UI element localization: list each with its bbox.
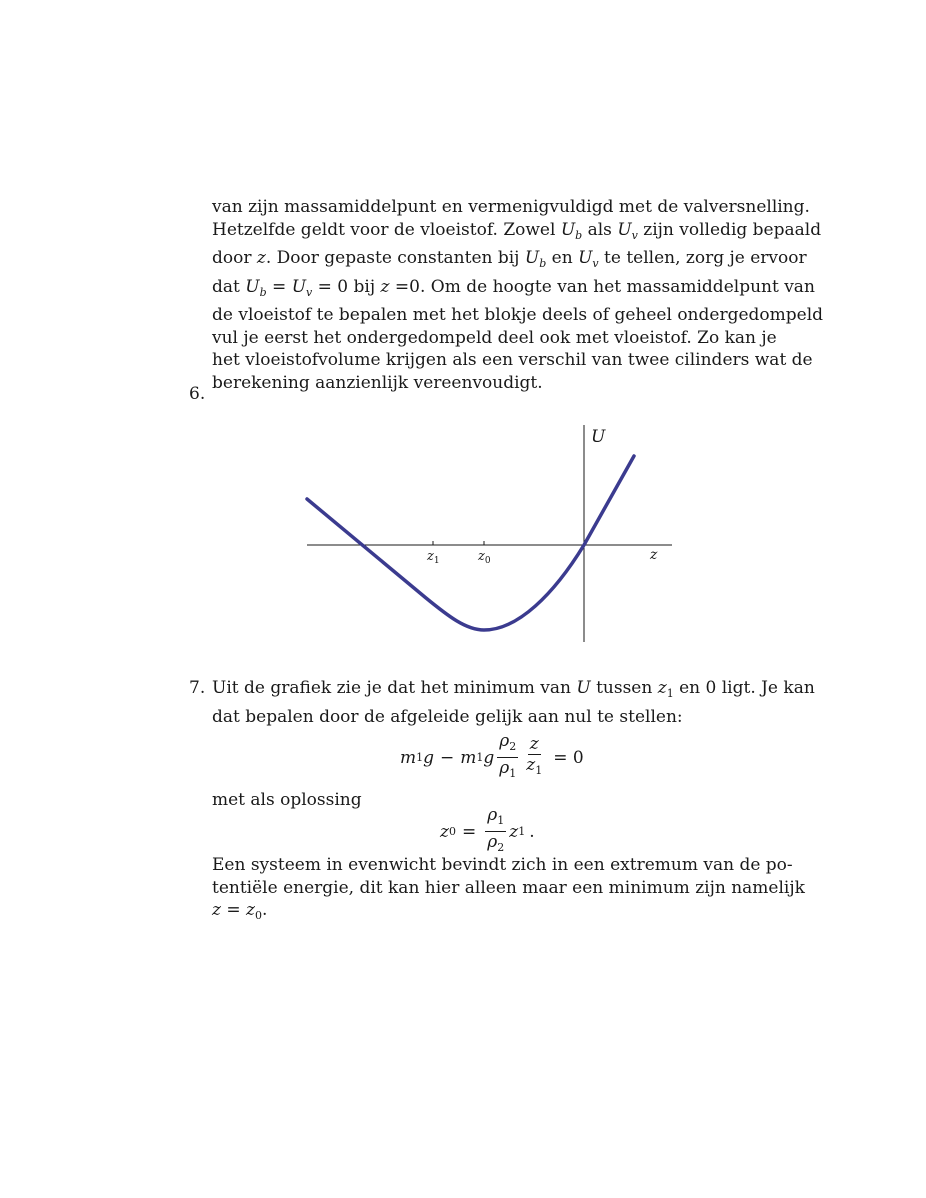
tick-label-z1: $z_1$ <box>427 549 440 566</box>
paragraph-line: berekening aanzienlijk vereenvoudigt. <box>212 372 543 393</box>
z-axis-label: z <box>650 547 658 563</box>
paragraph-line: dat $U_b = U_v = 0$ bij z =0. Om de hoogte van het massamiddelpunt van <box>212 276 815 299</box>
fraction-rho: $\frac{\rho_2}{\rho_1}$ <box>499 731 517 780</box>
solution-label: met als oplossing <box>212 790 362 810</box>
u-axis-label: U <box>591 427 606 447</box>
paragraph-line: de vloeistof te bepalen met het blokje deels of geheel ondergedompeld <box>212 305 824 325</box>
paragraph-line: $z = z_0$. <box>212 900 268 922</box>
potential-energy-graph <box>300 418 680 648</box>
paragraph-line: van zijn massamiddelpunt en vermenigvuldigd met de valversnelling. <box>212 197 810 217</box>
paragraph-line: het vloeistofvolume krijgen als een verschil van twee cilinders wat de <box>212 350 813 370</box>
potential-curve <box>307 456 634 630</box>
paragraph-line: Een systeem in evenwicht bevindt zich in een extremum van de po- <box>212 855 793 875</box>
fraction-rho-inverse: $\frac{\rho_1}{\rho_2}$ <box>487 805 505 854</box>
paragraph-line: Uit de grafiek zie je dat het minimum van U tussen $z_1$ en 0 ligt. Je kan <box>212 678 815 700</box>
item7-intro <box>212 677 815 728</box>
conclusion-paragraph <box>212 854 805 928</box>
paragraph-line: vul je eerst het ondergedompeld deel ook met vloeistof. Zo kan je <box>212 327 777 348</box>
fraction-z: $\frac{z}{z_1}$ <box>526 734 543 777</box>
item-number-7: 7. <box>189 678 206 698</box>
paragraph-line: dat bepalen door de afgeleide gelijk aan nul te stellen: <box>212 706 683 727</box>
derivative-equation: m 1 g − m 1 g $\frac{\rho_2}{\rho_1}$ $\frac{z}{z_1}$ = 0 <box>400 732 590 783</box>
item-number-6: 6. <box>189 384 206 404</box>
paragraph-line: door z. Door gepaste constanten bij $U_b$ en $U_v$ te tellen, zorg je ervoor <box>212 248 807 270</box>
solution-equation: z 0 = $\frac{\rho_1}{\rho_2}$ z 1 . <box>440 806 535 857</box>
paragraph-top <box>212 196 824 394</box>
paragraph-line: Hetzelfde geldt voor de vloeistof. Zowel $U_b$ als $U_v$ zijn volledig bepaald <box>212 219 822 242</box>
tick-label-z0: $z_0$ <box>478 549 491 566</box>
paragraph-line: tentiële energie, dit kan hier alleen maar een minimum zijn namelijk <box>212 877 805 898</box>
